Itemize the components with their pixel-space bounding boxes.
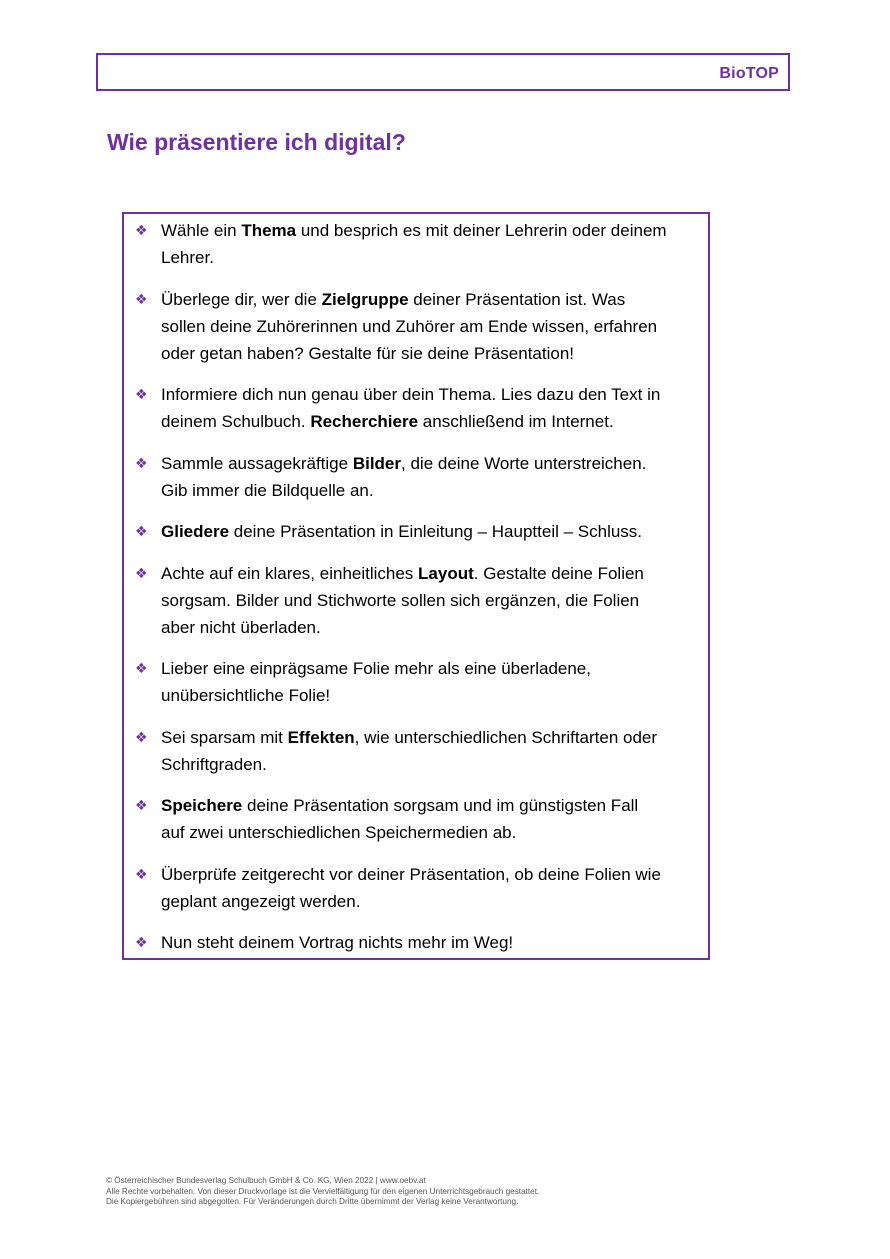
- tips-list: [134, 217, 694, 956]
- tip-item: [134, 861, 694, 915]
- tip-text: Überlege dir, wer die: [161, 289, 322, 309]
- tip-text: Nun steht deinem Vortrag nichts mehr im Weg!: [161, 933, 514, 952]
- tip-text: deine Präsentation sorgsam und im günstigsten Fall: [242, 796, 639, 815]
- diamond-bullet-icon: ❖: [135, 454, 148, 471]
- tip-text: deiner Präsentation ist. Was: [408, 289, 626, 309]
- tip-text: aber nicht überladen.: [161, 617, 321, 637]
- tip-keyword: Layout: [418, 563, 474, 583]
- tip-text: Überprüfe zeitgerecht vor deiner Präsentation, ob deine Folien wie: [161, 864, 661, 884]
- footer: [106, 1176, 539, 1208]
- tip-text: , die deine Worte unterstreichen.: [401, 453, 647, 473]
- tip-keyword: Speichere: [161, 796, 243, 815]
- diamond-bullet-icon: ❖: [135, 728, 148, 745]
- tip-text: Schriftgraden.: [161, 754, 267, 774]
- footer-rights: Alle Rechte vorbehalten. Von dieser Druckvorlage ist die Vervielfältigung für den eigenen Unterrichtsgebrauch gestattet.: [106, 1186, 540, 1196]
- tip-item: [134, 381, 694, 435]
- tip-text: sollen deine Zuhörerinnen und Zuhörer am Ende wissen, erfahren: [161, 316, 658, 336]
- tip-item: [134, 217, 694, 271]
- tip-keyword: Zielgruppe: [321, 289, 409, 309]
- header-box: [96, 53, 790, 91]
- tip-keyword: Recherchiere: [310, 412, 419, 431]
- footer-copyright: © Österreichischer Bundesverlag Schulbuch GmbH & Co. KG, Wien 2022 | www.oebv.at: [106, 1176, 426, 1185]
- tip-text: Informiere dich nun genau über dein Thema. Lies dazu den Text in: [161, 385, 661, 404]
- diamond-bullet-icon: ❖: [135, 660, 148, 676]
- tip-text: , wie unterschiedlichen Schriftarten oder: [354, 727, 658, 747]
- tip-text: und besprich es mit deiner Lehrerin oder deinem: [296, 221, 667, 240]
- diamond-bullet-icon: ❖: [135, 386, 148, 402]
- tip-text: oder getan haben? Gestalte für sie deine Präsentation!: [161, 343, 575, 363]
- tip-text: deine Präsentation in Einleitung – Hauptteil – Schluss.: [229, 522, 643, 541]
- tip-text: deinem Schulbuch.: [161, 412, 311, 431]
- tip-text: sorgsam. Bilder und Stichworte sollen sich ergänzen, die Folien: [161, 590, 640, 610]
- tip-item: [134, 929, 694, 956]
- diamond-bullet-icon: ❖: [135, 797, 148, 813]
- tip-text: geplant angezeigt werden.: [161, 891, 361, 911]
- tip-text: Achte auf ein klares, einheitliches: [161, 563, 419, 583]
- diamond-bullet-icon: ❖: [135, 523, 148, 539]
- brand-label: BioTOP: [719, 65, 779, 82]
- tip-item: [134, 655, 694, 709]
- tip-item: [134, 560, 694, 641]
- footer-disclaimer: Die Kopiergebühren sind abgegolten. Für Veränderungen durch Dritte übernimmt der Verlag keine Verantwortung.: [106, 1197, 519, 1206]
- tip-text: anschließend im Internet.: [418, 412, 614, 431]
- diamond-bullet-icon: ❖: [135, 222, 148, 238]
- tips-box: [122, 212, 710, 960]
- tip-text: Lieber eine einprägsame Folie mehr als eine überladene,: [161, 659, 591, 678]
- diamond-bullet-icon: ❖: [135, 934, 148, 950]
- diamond-bullet-icon: ❖: [135, 865, 148, 882]
- tip-item: [134, 286, 694, 367]
- tip-text: Wähle ein: [161, 221, 242, 240]
- tip-text: Sei sparsam mit: [161, 727, 288, 747]
- tip-item: [134, 792, 694, 846]
- tip-keyword: Effekten: [287, 727, 355, 747]
- tip-text: Sammle aussagekräftige: [161, 453, 353, 473]
- tip-item: [134, 450, 694, 504]
- tip-item: [134, 724, 694, 778]
- tip-keyword: Bilder: [352, 453, 402, 473]
- tip-text: Gib immer die Bildquelle an.: [161, 480, 374, 500]
- tip-text: Lehrer.: [161, 248, 214, 267]
- tip-text: auf zwei unterschiedlichen Speichermedien ab.: [161, 823, 517, 842]
- tip-text: unübersichtliche Folie!: [161, 686, 331, 705]
- tip-keyword: Thema: [241, 221, 297, 240]
- page-title: Wie präsentiere ich digital?: [107, 129, 406, 155]
- tip-text: . Gestalte deine Folien: [473, 563, 644, 583]
- diamond-bullet-icon: ❖: [135, 290, 148, 307]
- tip-keyword: Gliedere: [161, 522, 230, 541]
- tip-item: [134, 518, 694, 545]
- diamond-bullet-icon: ❖: [135, 564, 148, 581]
